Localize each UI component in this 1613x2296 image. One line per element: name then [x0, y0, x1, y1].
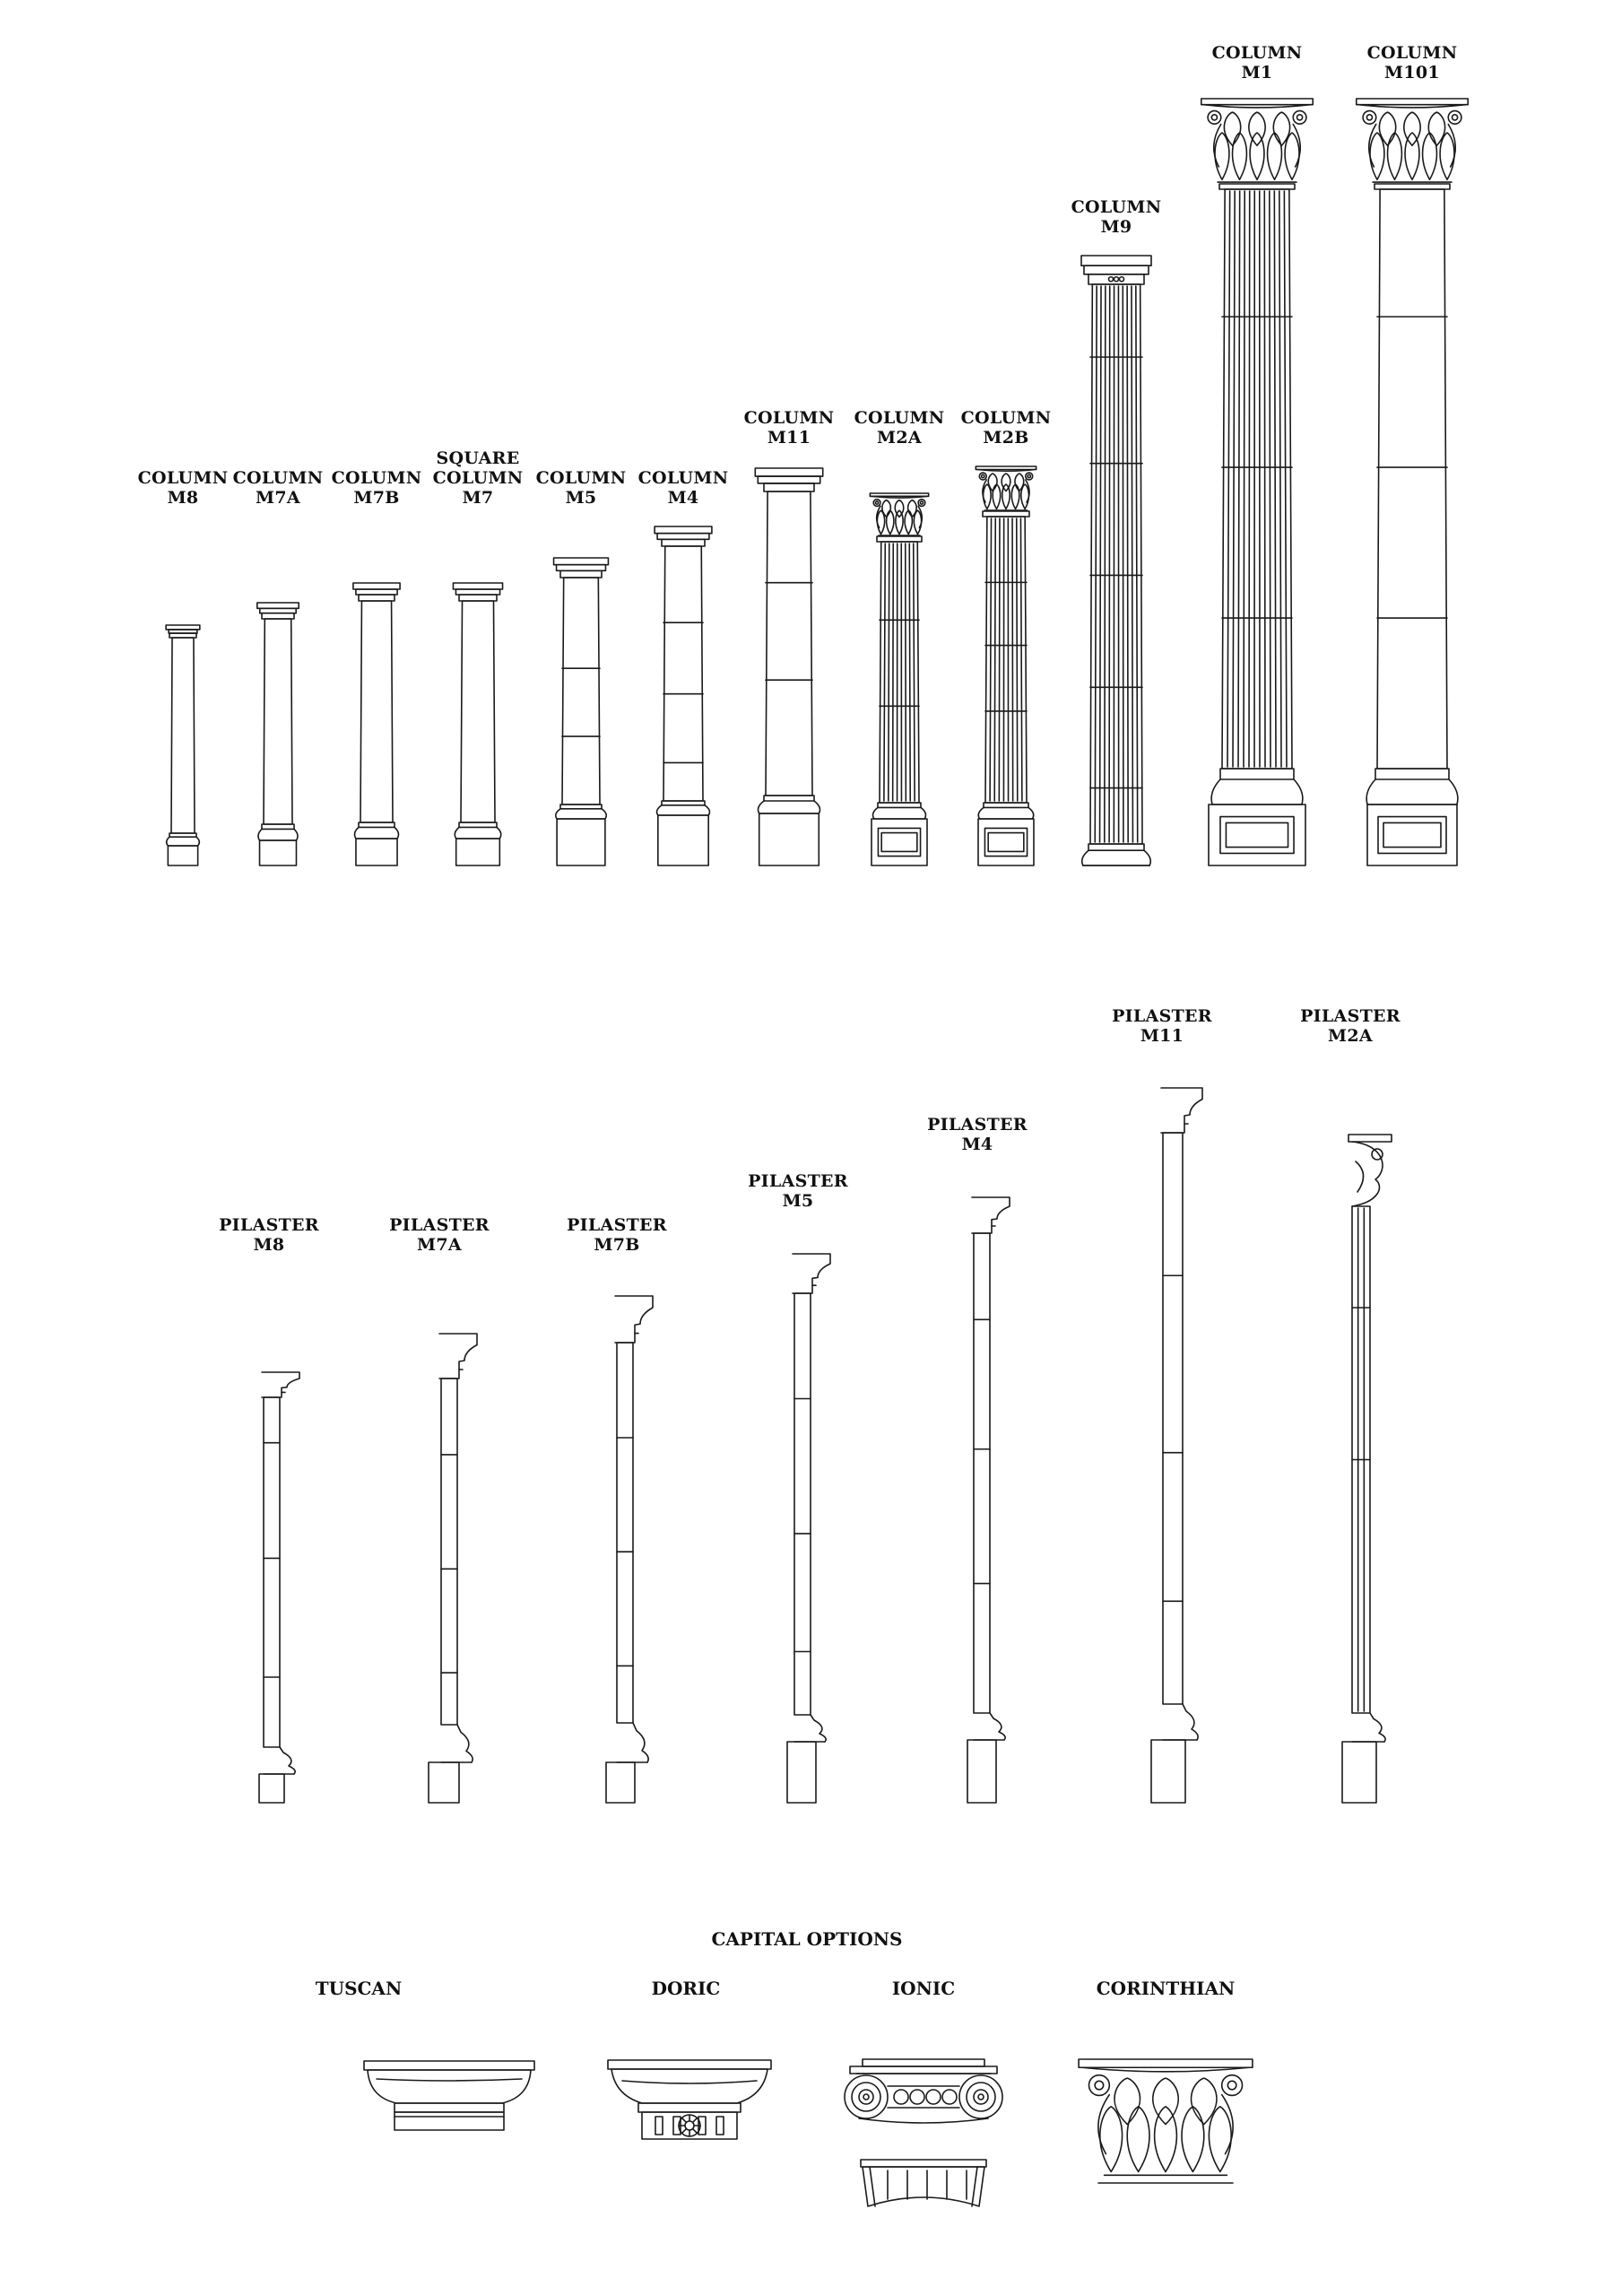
label-capital-doric: DORIC	[651, 1978, 721, 1999]
label-column-m8: COLUMN M8	[137, 468, 229, 508]
label-column-m2b: COLUMN M2B	[960, 408, 1052, 448]
column-m101-drawing	[1357, 99, 1468, 865]
label-column-m5: COLUMN M5	[535, 468, 627, 508]
column-m2a-drawing	[870, 493, 928, 865]
column-m7b-drawing	[353, 583, 400, 865]
label-pilaster-m4: PILASTER M4	[927, 1115, 1028, 1154]
pilaster-m8-drawing	[259, 1372, 299, 1803]
column-m7a-drawing	[257, 603, 299, 865]
corinthian-capital-drawing	[1079, 2059, 1253, 2183]
tuscan-capital-drawing	[364, 2061, 534, 2130]
label-column-m2a: COLUMN M2A	[854, 408, 945, 448]
label-pilaster-m5: PILASTER M5	[748, 1171, 848, 1211]
pilaster-m7a-drawing	[429, 1334, 477, 1803]
label-pilaster-m2a: PILASTER M2A	[1300, 1006, 1401, 1046]
label-capital-corinthian: CORINTHIAN	[1096, 1978, 1236, 1999]
label-pilaster-m7b: PILASTER M7B	[567, 1215, 667, 1255]
pilaster-m7b-drawing	[606, 1296, 653, 1803]
label-pilaster-m11: PILASTER M11	[1112, 1006, 1212, 1046]
column-m11-drawing	[755, 468, 822, 865]
label-column-m11: COLUMN M11	[743, 408, 835, 448]
label-column-m7b: COLUMN M7B	[331, 468, 422, 508]
label-column-m1: COLUMN M1	[1211, 43, 1303, 83]
column-m7-drawing	[453, 583, 502, 865]
pilaster-m5-drawing	[787, 1254, 830, 1803]
pilaster-m2a-drawing	[1342, 1135, 1392, 1803]
pilaster-m11-drawing	[1151, 1088, 1202, 1803]
label-pilaster-m8: PILASTER M8	[219, 1215, 319, 1255]
column-m4-drawing	[655, 526, 712, 865]
label-pilaster-m7a: PILASTER M7A	[389, 1215, 490, 1255]
capital-options-title: CAPITAL OPTIONS	[711, 1928, 903, 1950]
doric-capital-drawing	[608, 2060, 771, 2139]
column-m8-drawing	[166, 625, 200, 865]
column-m9-drawing	[1081, 256, 1151, 865]
column-m2b-drawing	[976, 466, 1036, 865]
ionic-capital-drawing	[845, 2059, 1002, 2206]
label-column-m7a: COLUMN M7A	[232, 468, 324, 508]
column-m1-drawing	[1201, 99, 1313, 865]
label-square-column-m7: SQUARE COLUMN M7	[432, 448, 524, 508]
label-column-m101: COLUMN M101	[1366, 43, 1458, 83]
label-capital-tuscan: TUSCAN	[315, 1978, 403, 1999]
label-capital-ionic: IONIC	[891, 1978, 956, 1999]
label-column-m9: COLUMN M9	[1071, 197, 1162, 237]
column-m5-drawing	[554, 558, 609, 865]
pilaster-m4-drawing	[967, 1197, 1010, 1803]
label-column-m4: COLUMN M4	[637, 468, 729, 508]
